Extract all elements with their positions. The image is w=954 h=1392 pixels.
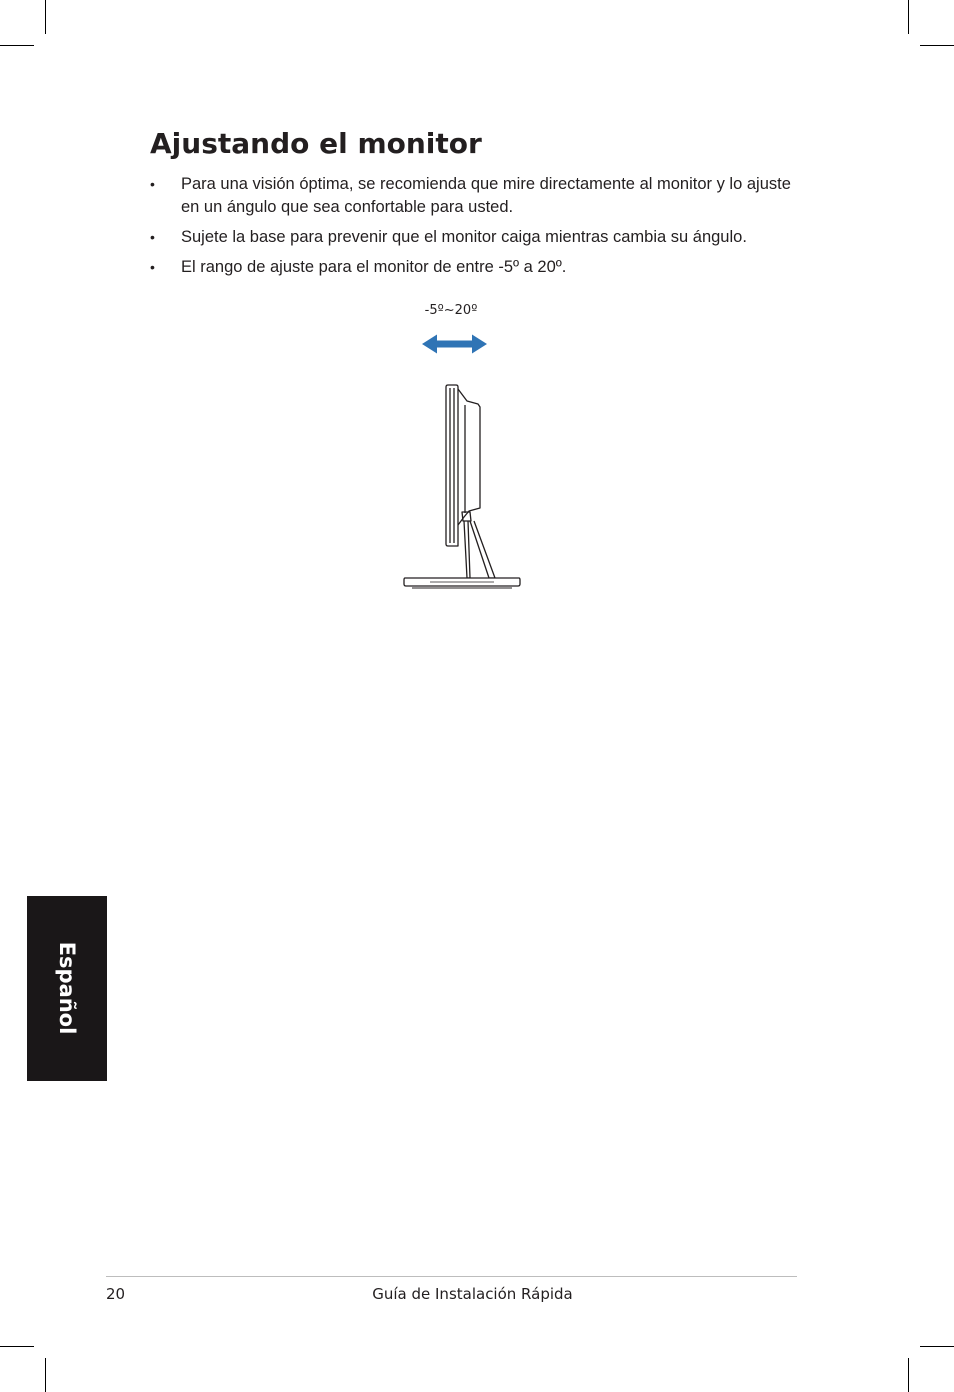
monitor-side-view: [404, 385, 520, 588]
list-item: [150, 173, 810, 219]
crop-mark: [0, 45, 34, 46]
page-title: Ajustando el monitor: [150, 127, 482, 160]
language-tab-label: Español: [55, 941, 79, 1035]
crop-mark: [908, 1358, 909, 1392]
list-item-text: Para una visión óptima, se recomienda que mire directamente al monitor y lo ajuste en un ángulo que sea confortable para usted.: [181, 175, 791, 216]
crop-mark: [45, 0, 46, 34]
crop-mark: [920, 1346, 954, 1347]
double-arrow-icon: [422, 335, 487, 354]
list-item-text: El rango de ajuste para el monitor de entre -5º a 20º.: [181, 258, 567, 276]
crop-mark: [920, 45, 954, 46]
list-item: [150, 226, 810, 249]
bullet-marker: •: [150, 229, 155, 245]
footer-divider: [106, 1276, 797, 1277]
monitor-tilt-illustration: [370, 325, 570, 615]
crop-mark: [908, 0, 909, 34]
page-number: 20: [106, 1285, 126, 1303]
crop-mark: [0, 1346, 34, 1347]
crop-mark: [45, 1358, 46, 1392]
bullet-list: [150, 173, 810, 286]
list-item-text: Sujete la base para prevenir que el monitor caiga mientras cambia su ángulo.: [181, 228, 747, 246]
tilt-angle-label: -5º~20º: [424, 303, 478, 318]
list-item: [150, 256, 810, 279]
language-tab: [27, 896, 107, 1081]
bullet-marker: •: [150, 259, 155, 275]
bullet-marker: •: [150, 176, 155, 192]
footer-guide-title: Guía de Instalación Rápida: [372, 1285, 573, 1303]
